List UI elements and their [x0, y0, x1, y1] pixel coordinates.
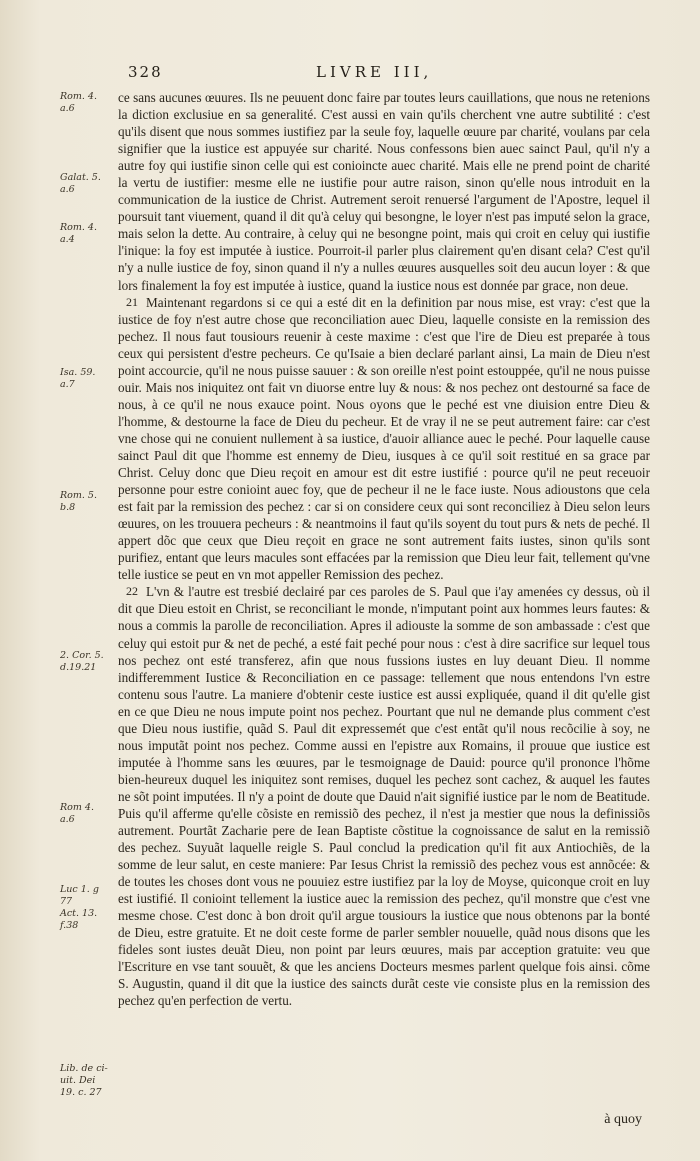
margin-note: Lib. de ci- uit. Dei 19. c. 27 — [60, 1063, 108, 1098]
margin-note: Isa. 59. a.7 — [60, 367, 96, 390]
paragraph-number: 22 — [126, 584, 138, 599]
paragraph-continued — [118, 89, 650, 294]
margin-note: Luc 1. g 77 Act. 13. f.38 — [60, 884, 99, 931]
catchword: à quoy — [604, 1112, 642, 1127]
margin-note: 2. Cor. 5. d.19.21 — [60, 650, 104, 673]
paragraph-21 — [118, 294, 650, 584]
margin-note: Rom. 4. a.4 — [60, 222, 97, 245]
margin-note: Rom 4. a.6 — [60, 802, 94, 825]
margin-note: Galat. 5. a.6 — [60, 172, 101, 195]
margin-note: Rom. 5. b.8 — [60, 490, 97, 513]
page-number: 328 — [128, 63, 163, 81]
paragraph-text: ce sans aucunes œuures. Ils ne peuuent donc faire par toutes leurs cauillations, que nous ne retenions la diction exclusiue en sa generalité. C'est aussi en vain qu'ils cherchent vne autre subtilité : c'est qu'ils disent que nous sommes iustifiez par la seule foy, laquelle œuure par charité, voulans par cela signifier que la iustice est appuyée sur charité. Nous confessons bien auec sainct Paul, qu'il n'y a autre foy qui iustifie sinon celle qui est conioincte auec charité. Mais elle ne prend point de charité la vertu de iustifier: mesme elle ne iustifie pour autre raison, sinon qu'elle nous introduit en la communication de la iustice de Christ. Autrement seroit renuersé l'argument de l'Apostre, lequel il poursuit tant viuement, quand il dit qu'à celuy qui besongne, le loyer n'est pas imputé selon la grace, mais selon la dette. Au contraire, à celuy qui ne besongne point, mais qui croit en celuy qui iustifie l'inique: la foy est imputée à iustice. Pourroit-il parler plus clairement qu'en disant cela? C'est qu'il n'y a nulle iustice de foy, sinon quand il n'y a nulles œuures ausquelles soit deu aucun loyer : & que lors finalement la foy est imputée à iustice, quand la iustice nous est donnée par grace, non deue. — [118, 90, 650, 293]
paragraph-22 — [118, 583, 650, 1009]
paragraph-number: 21 — [126, 294, 138, 309]
paragraph-text: L'vn & l'autre est tresbié declairé par ces paroles de S. Paul que i'ay amenées cy dessus, où il dit que Dieu estoit en Christ, se reconciliant le monde, n'imputant point aux hommes leurs fautes: & nous a commis la parolle de reconciliation. Apres il adiouste la somme de son ambassade : c'est que celuy qui estoit pur & net de peché, a esté fait peché pour nous : c'est à dire sacrifice sur lequel tous nos pechez ont esté transferez, afin que nous fussions iustes en luy deuant Dieu. Il nomme indifferemment Iustice & Reconciliation en ce passage: tellement que nous entendons l'vn estre contenu sous l'autre. La maniere d'obtenir ceste iustice est aussi expliquée, quand il dit qu'elle gist en ce que Dieu ne nous impute point nos pechez. Pourtant que nul ne demande plus comment c'est que Dieu nous iustifie, quãd S. Paul dit expressemét que c'est entãt qu'il nous recõcilie à soy, ne nous imputãt point nos pechez. Comme aussi en l'epistre aux Romains, il prouue que iustice est imputée à l'homme sans les œuures, par le tesmoignage de Dauid: pource qu'il prononce l'hõme bien-heureux duquel les iniquitez sont remises, duquel les pechez sont cachez, & auquel les fautes ne sõt point imputées. Il n'y a point de doute que Dauid n'ait signifié iustice par le nom de Beatitude. Puis qu'il afferme qu'elle cõsiste en remissiõ des pechez, il n'est ja mestier que nous la definissiõs autrement. Pourtãt Zacharie pere de Iean Baptiste cõstitue la cognoissance de salut en la remissiõ des pechez. Suyuãt laquelle reigle S. Paul conclud la predication qu'il fit aux Antiochiẽs, de la somme de leur salut, en ceste maniere: Par Iesus Christ la remissiõ des pechez vous est annõcée: & de toutes les choses dont vous ne pouuiez estre iustifiez par la loy de Moyse, quiconque croit en luy est iustifié. Il conioint tellement la iustice auec la remission des pechez, qu'il monstre que c'est vne mesme chose. C'est donc à bon droit qu'il argue tousiours la iustice que nous obtenons par la bonté de Dieu, estre gratuite. Et ne doit ceste forme de parler sembler nouuelle, quãd nous disons que les fideles sont iustes deuãt Dieu, non point par leurs œuures, mais par acception gratuite: veu que l'Escriture en vse tant souuẽt, & que les anciens Docteurs mesmes parlent quelque fois ainsi. cõme S. Augustin, quand il dit que la iustice des saincts durãt ceste vie consiste plus en la remission des pechez qu'en perfection de vertu. — [118, 584, 650, 1009]
margin-note: Rom. 4. a.6 — [60, 91, 97, 114]
running-head: LIVRE III, — [316, 63, 433, 81]
margin-notes — [0, 0, 110, 1161]
body-text — [118, 89, 650, 1010]
paragraph-text: Maintenant regardons si ce qui a esté dit en la definition par nous mise, est vray: c'est que la iustice de foy n'est autre chose que reconciliation auec Dieu, laquelle consiste en la remission des pechez. Il nous faut tousiours reuenir à ceste maxime : c'est que l'ire de Dieu est preparée à tous ceux qui persistent d'estre pecheurs. Ce qu'Isaie a bien declaré parlant ainsi, La main de Dieu n'est point accourcie, qu'il ne nous puisse sauuer : & son oreille n'est point estouppée, qu'il ne nous puisse ouir. Mais nos iniquitez ont fait vn diuorse entre luy & nous: & nos pechez ont destourné sa face de nous, à ce qu'il ne nous exauce point. Nous oyons que le peché est vne diuision entre Dieu & l'homme, & destourne la face de Dieu du pecheur. Et de vray il ne se peut autrement faire: car c'est vne chose qui ne conuient nullement à sa iustice, d'auoir alliance auec le peché. Pour laquelle cause sainct Paul dit que l'homme est ennemy de Dieu, iusques à ce qu'il soit restitué en sa grace par Christ. Celuy donc que Dieu reçoit en amour est dit estre iustifié : pource qu'il ne peut receuoir personne pour estre conioint auec foy, que de pecheur il ne le face iuste. Nous adioustons que cela est fait par la remission des pechez : car si on considere ceux qui sont reconciliez à Dieu selon leurs œuures, on les trouuera pecheurs : & neantmoins il faut qu'ils soyent du tout purs & nets de peché. Il appert dõc que ceux que Dieu reçoit en grace ne sont autrement faits iustes, sinon qu'ils sont purifiez, entant que leurs macules sont effacées par la remission que Dieu leur fait, tellement qu'vne telle iustice se peut en vn mot appeller Remission des pechez. — [118, 294, 650, 583]
